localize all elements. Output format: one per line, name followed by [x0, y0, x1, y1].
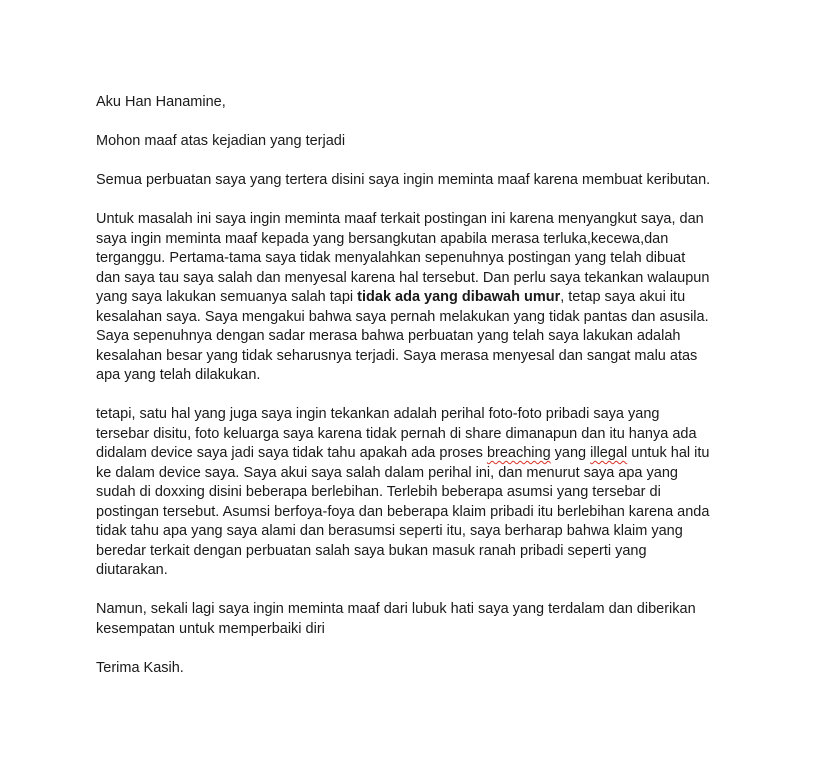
apology-paragraph	[96, 210, 726, 386]
intro-paragraph: Semua perbuatan saya yang tertera disini saya ingin meminta maaf karena membuat keributan.	[96, 172, 711, 188]
spellcheck-flagged-word[interactable]: illegal	[590, 445, 628, 461]
subject-line: Mohon maaf atas kejadian yang terjadi	[96, 133, 346, 149]
privacy-text-part1: tetapi, satu hal yang juga saya ingin tekankan adalah perihal foto-foto pribadi saya yang tersebar disitu, foto keluarga saya karena tidak pernah di share dimanapun dan itu hanya ada didalam device saya jadi saya tidak tahu apakah ada proses	[96, 406, 697, 461]
sign-off: Terima Kasih.	[96, 659, 184, 676]
privacy-paragraph	[96, 405, 726, 581]
closing-apology-paragraph: Namun, sekali lagi saya ingin meminta maaf dari lubuk hati saya yang terdalam dan diberikan kesempatan untuk memperbaiki diri	[96, 601, 696, 637]
privacy-text-part2: yang	[550, 445, 591, 461]
privacy-text-part3: untuk hal itu ke dalam device saya. Saya akui saya salah dalam perihal ini, dan menurut saya apa yang sudah di doxxing disini beberapa berlebihan. Terlebih beberapa asumsi yang tersebar di postingan tersebut. Asumsi berfoya-foya dan beberapa klaim pribadi itu berlebihan karena anda tidak tahu apa yang saya alami dan berasumsi seperti itu, saya berharap bahwa klaim yang beredar terkait dengan perbuatan salah saya bukan masuk ranah pribadi seperti yang diutarakan.	[96, 445, 710, 578]
bold-emphasis: tidak ada yang dibawah umur	[357, 289, 561, 305]
spellcheck-flagged-word[interactable]: breaching	[486, 445, 551, 461]
apology-text-part1: Untuk masalah ini saya ingin meminta maaf terkait postingan ini karena menyangkut saya, dan saya ingin meminta maaf kepada yang bersangkutan apabila merasa terluka,kecewa,dan terganggu. Pertama-tama saya tidak menyalahkan sepenuhnya postingan yang telah dibuat dan saya tau saya salah dan menyesal karena hal tersebut. Dan perlu saya tekankan walaupun yang saya lakukan semuanya salah tapi	[96, 211, 710, 305]
greeting: Aku Han Hanamine,	[96, 94, 226, 110]
letter-document	[96, 93, 726, 698]
apology-text-part2: , tetap saya akui itu kesalahan saya. Saya mengakui bahwa saya pernah melakukan yang tidak pantas dan asusila. Saya sepenuhnya dengan sadar merasa bahwa perbuatan yang telah saya lakukan adalah kesalahan besar yang tidak seharusnya terjadi. Saya merasa menyesal dan sangat malu atas apa yang telah dilakukan.	[96, 289, 709, 383]
